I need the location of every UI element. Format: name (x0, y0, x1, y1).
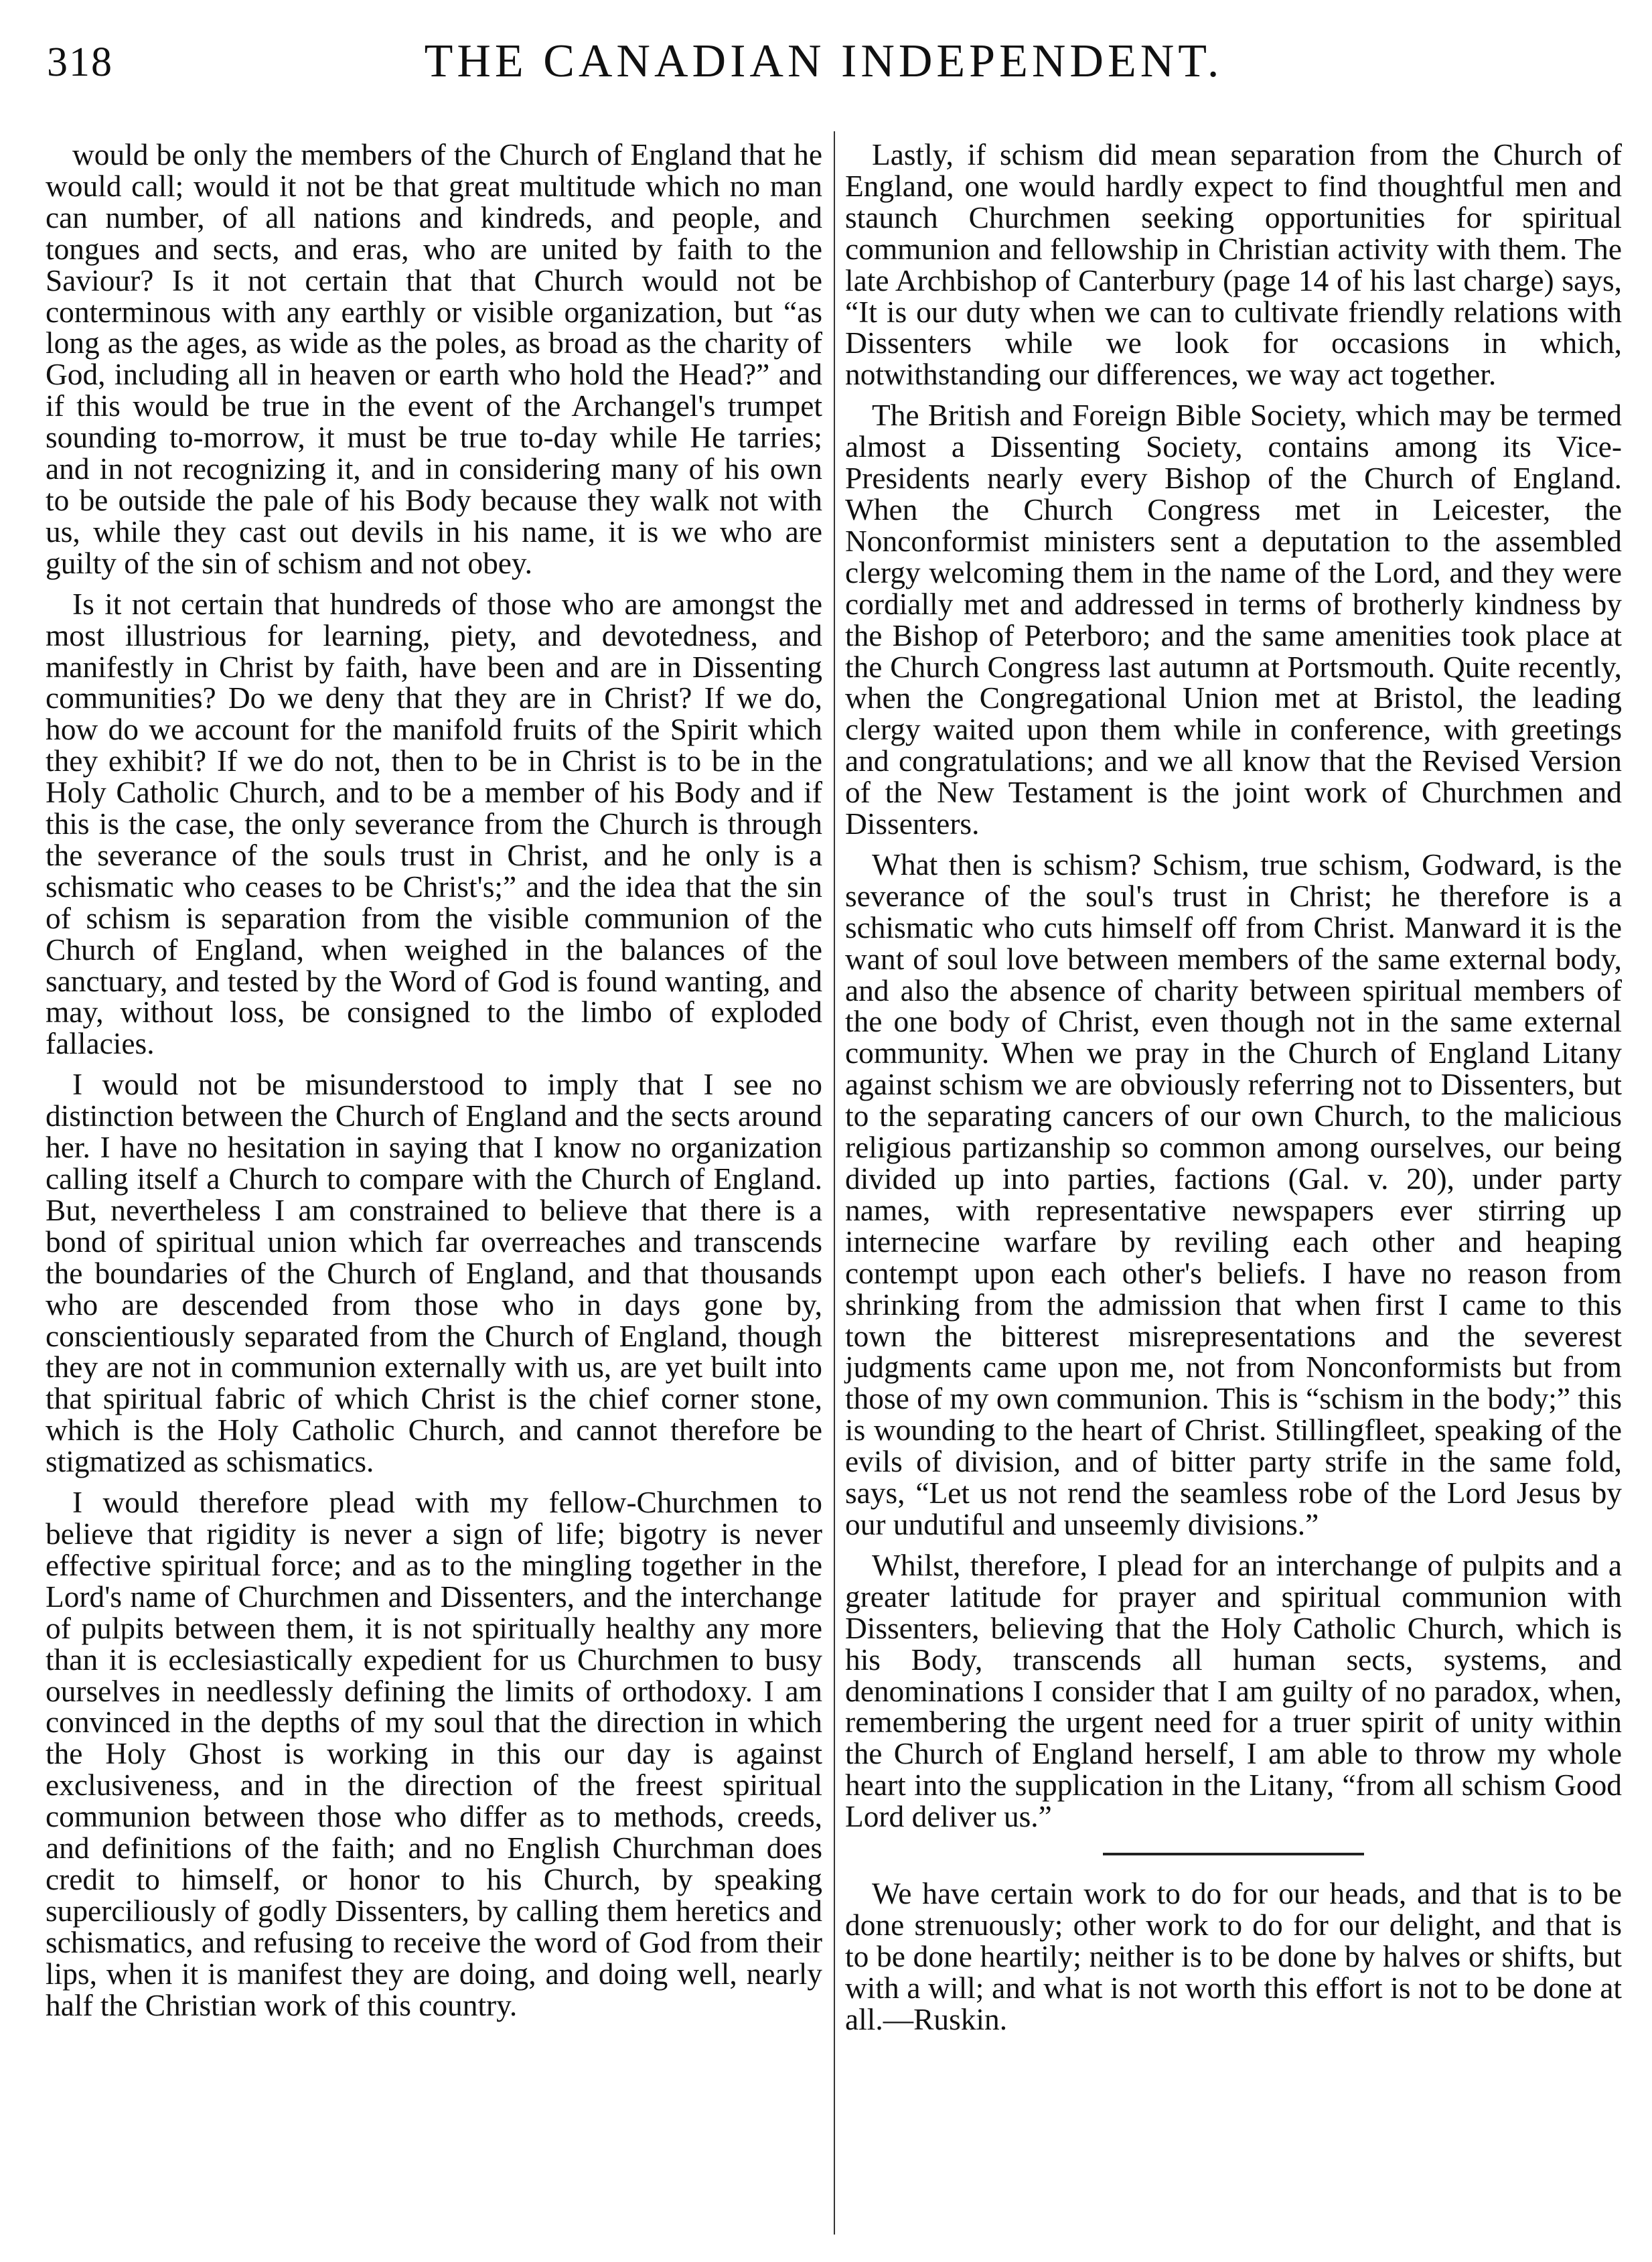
page-number: 318 (47, 40, 113, 85)
paragraph: I would therefore plead with my fellow-Churchmen to believe that rigidity is never a sign of life; bigotry is never effective spiritual force; and as to the mingling together in the Lord's name of Churchmen and Dissenters, and the interchange of pulpits between them, it is not spiritually healthy any more than it is ecclesiastically expedient for us Churchmen to busy ourselves in needlessly defining the limits of orthodoxy. I am convinced in the depths of my soul that the direction in which the Holy Ghost is working in this our day is against exclusiveness, and in the direction of the freest spiritual communion between those who differ as to methods, creeds, and definitions of the faith; and no English Churchman does credit to himself, or honor to his Church, by speaking superciliously of godly Dissenters, by calling them heretics and schismatics, and refusing to receive the word of God from their lips, when it is manifest they are doing, and doing well, nearly half the Christian work of this country. (46, 1486, 822, 2022)
right-column (845, 139, 1622, 2045)
paragraph: Whilst, therefore, I plead for an interchange of pulpits and a greater latitude for prayer and spiritual communion with Dissenters, believing that the Holy Catholic Church, which is his Body, transcends all human sects, systems, and denominations I consider that I am guilty of no paradox, when, remembering the urgent need for a truer spirit of unity within the Church of England herself, I am able to throw my whole heart into the supplication in the Litany, “from all schism Good Lord deliver us.” (845, 1548, 1622, 1834)
quote-text: We have certain work to do for our heads, and that is to be done strenuously; other work to do for our delight, and that is to be done heartily; neither is to be done by halves or shifts, but with a will; and what is not worth this effort is not to be done at all.—Ruskin. (845, 1877, 1622, 2036)
paragraph: Lastly, if schism did mean separation from the Church of England, one would hardly expect to find thoughtful men and staunch Churchmen seeking opportunities for spiritual communion and fellowship in Christian activity with them. The late Archbishop of Canterbury (page 14 of his last charge) says, “It is our duty when we can to cultivate friendly relations with Dissenters while we look for occasions in which, notwithstanding our differences, we way act together. (845, 138, 1622, 392)
journal-title: THE CANADIAN INDEPENDENT. (424, 36, 1223, 87)
column-divider (834, 131, 835, 2235)
paragraph: What then is schism? Schism, true schism, Godward, is the severance of the soul's trust in Christ; he therefore is a schismatic who cuts himself off from Christ. Manward it is the want of soul love between members of the same external body, and also the absence of charity between spiritual members of the one body of Christ, even though not in the same external community. When we pray in the Church of England Litany against schism we are obviously referring not to Dissenters, but to the separating cancers of our own Church, to the malicious religious partizanship so common among ourselves, our being divided up into parties, factions (Gal. v. 20), under party names, with representative newspapers ever stirring up internecine warfare by reviling each other and heaping contempt upon each other's beliefs. I have no reason from shrinking from the admission that when first I came to this town the bitterest misrepresentations and the severest judgments came upon me, not from Nonconformists but from those of my own communion. This is “schism in the body;” this is wounding to the heart of Christ. Stillingfleet, speaking of the evils of division, and of bitter party strife in the same fold, says, “Let us not rend the seamless robe of the Lord Jesus by our undutiful and unseemly divisions.” (845, 847, 1622, 1541)
section-divider (1103, 1853, 1364, 1855)
paragraph: I would not be misunderstood to imply that I see no distinction between the Church of England and the sects around her. I have no hesitation in saying that I know no organization calling itself a Church to compare with the Church of England. But, nevertheless I am constrained to believe that there is a bond of spiritual union which far overreaches and transcends the boundaries of the Church of England, and that thousands who are descended from those who in days gone by, conscientiously separated from the Church of England, though they are not in communion externally with us, are yet built into that spiritual fabric of which Christ is the chief corner stone, which is the Holy Catholic Church, and cannot therefore be stigmatized as schismatics. (46, 1068, 822, 1479)
page-header (40, 27, 1607, 94)
ruskin-quote (845, 1878, 1622, 2036)
left-column (46, 139, 822, 2030)
paragraph: The British and Foreign Bible Society, which may be termed almost a Dissenting Society, contains among its Vice-Presidents nearly every Bishop of the Church of England. When the Church Congress met in Leicester, the Nonconformist ministers sent a deputation to the assembled clergy welcoming them in the name of the Lord, and they were cordially met and addressed in terms of brotherly kindness by the Bishop of Peterboro; and the same amenities took place at the Church Congress last autumn at Portsmouth. Quite recently, when the Congregational Union met at Bristol, the leading clergy waited upon them while in conference, with greetings and congratulations; and we all know that the Revised Version of the New Testament is the joint work of Churchmen and Dissenters. (845, 399, 1622, 841)
paragraph: would be only the members of the Church of England that he would call; would it not be that great multitude which no man can number, of all nations and kindreds, and people, and tongues and sects, and eras, who are united by faith to the Saviour? Is it not certain that that Church would not be conterminous with any earthly or visible organization, but “as long as the ages, as wide as the poles, as broad as the charity of God, including all in heaven or earth who hold the Head?” and if this would be true in the event of the Archangel's trumpet sounding to-morrow, it must be true to-day while He tarries; and in not recognizing it, and in considering many of his own to be outside the pale of his Body because they walk not with us, while they cast out devils in his name, it is we who are guilty of the sin of schism and not obey. (46, 138, 822, 580)
paragraph: Is it not certain that hundreds of those who are amongst the most illustrious for learning, piety, and devotedness, and manifestly in Christ by faith, have been and are in Dissenting communities? Do we deny that they are in Christ? If we do, how do we account for the manifold fruits of the Spirit which they exhibit? If we do not, then to be in Christ is to be in the Holy Catholic Church, and to be a member of his Body and if this is the case, the only severance from the Church is through the severance of the souls trust in Christ, and he only is a schismatic who ceases to be Christ's;” and the idea that the sin of schism is separation from the visible communion of the Church of England, when weighed in the balances of the sanctuary, and tested by the Word of God is found wanting, and may, without loss, be consigned to the limbo of exploded fallacies. (46, 587, 822, 1061)
